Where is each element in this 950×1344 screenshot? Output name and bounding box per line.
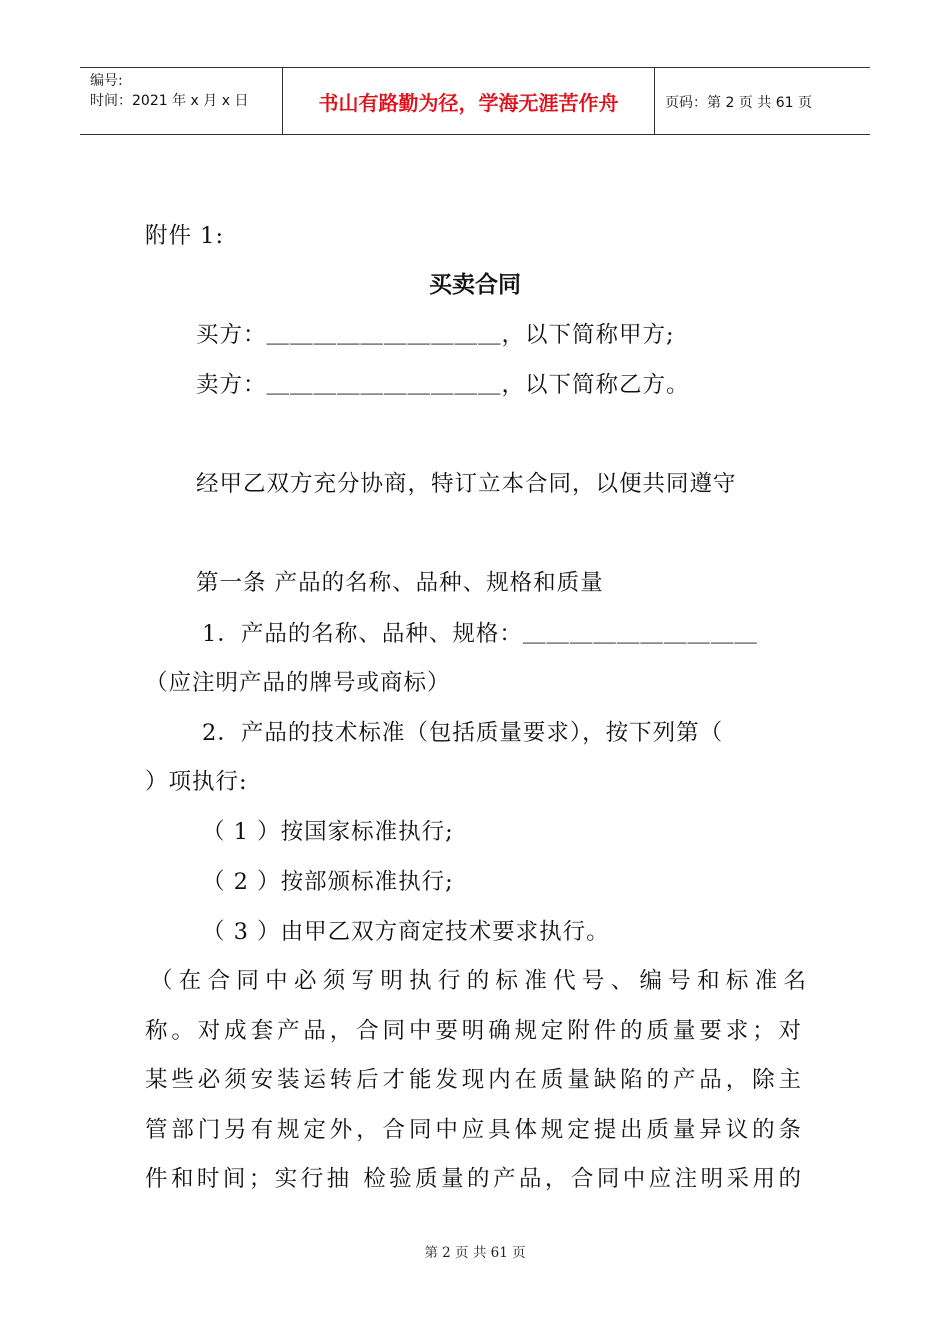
note-line-2: 称。对成套产品，合同中要明确规定附件的质量要求；对 <box>145 1018 801 1044</box>
header-right-cell <box>655 68 870 134</box>
note-line-3: 某些必须安装运转后才能发现内在质量缺陷的产品，除主 <box>145 1067 801 1093</box>
header-page-label: 页码：第 2 页 共 61 页 <box>665 95 812 111</box>
document-number-label: 编号: <box>90 73 123 89</box>
document-title: 买卖合同 <box>429 272 521 298</box>
item-1-line-2: （应注明产品的牌号或商标） <box>145 670 451 696</box>
attachment-label: 附件 1: <box>145 223 225 249</box>
note-line-1: （在合同中必须写明执行的标准代号、编号和标准名 <box>150 968 806 994</box>
buyer-line: 买方：＿＿＿＿＿＿＿＿＿＿，以下简称甲方; <box>196 322 675 348</box>
option-1: （ 1 ）按国家标准执行; <box>202 819 454 845</box>
header-left-cell <box>80 68 283 134</box>
note-line-4: 管部门另有规定外，合同中应具体规定提出质量异议的条 <box>145 1117 801 1143</box>
note-line-5: 件和时间；实行抽 检验质量的产品，合同中应注明采用的 <box>145 1166 801 1192</box>
header-motto: 书山有路勤为径，学海无涯苦作舟 <box>318 91 619 115</box>
document-time-label: 时间：2021 年 x 月 x 日 <box>90 93 249 109</box>
article-1-heading: 第一条 产品的名称、品种、规格和质量 <box>196 570 604 596</box>
option-3: （ 3 ）由甲乙双方商定技术要求执行。 <box>202 919 610 945</box>
option-2: （ 2 ）按部颁标准执行; <box>202 869 454 895</box>
page-footer: 第 2 页 共 61 页 <box>424 1245 526 1261</box>
item-1-line-1: 1．产品的名称、品种、规格：＿＿＿＿＿＿＿＿＿＿ <box>202 621 758 647</box>
seller-line: 卖方：＿＿＿＿＿＿＿＿＿＿，以下简称乙方。 <box>196 372 690 398</box>
item-2-line-2: ）项执行: <box>145 769 248 795</box>
intro-paragraph: 经甲乙双方充分协商，特订立本合同，以便共同遵守 <box>196 471 737 497</box>
item-2-line-1: 2．产品的技术标准（包括质量要求），按下列第（ <box>202 720 724 746</box>
page-header <box>80 67 870 135</box>
header-middle-cell <box>283 68 655 134</box>
